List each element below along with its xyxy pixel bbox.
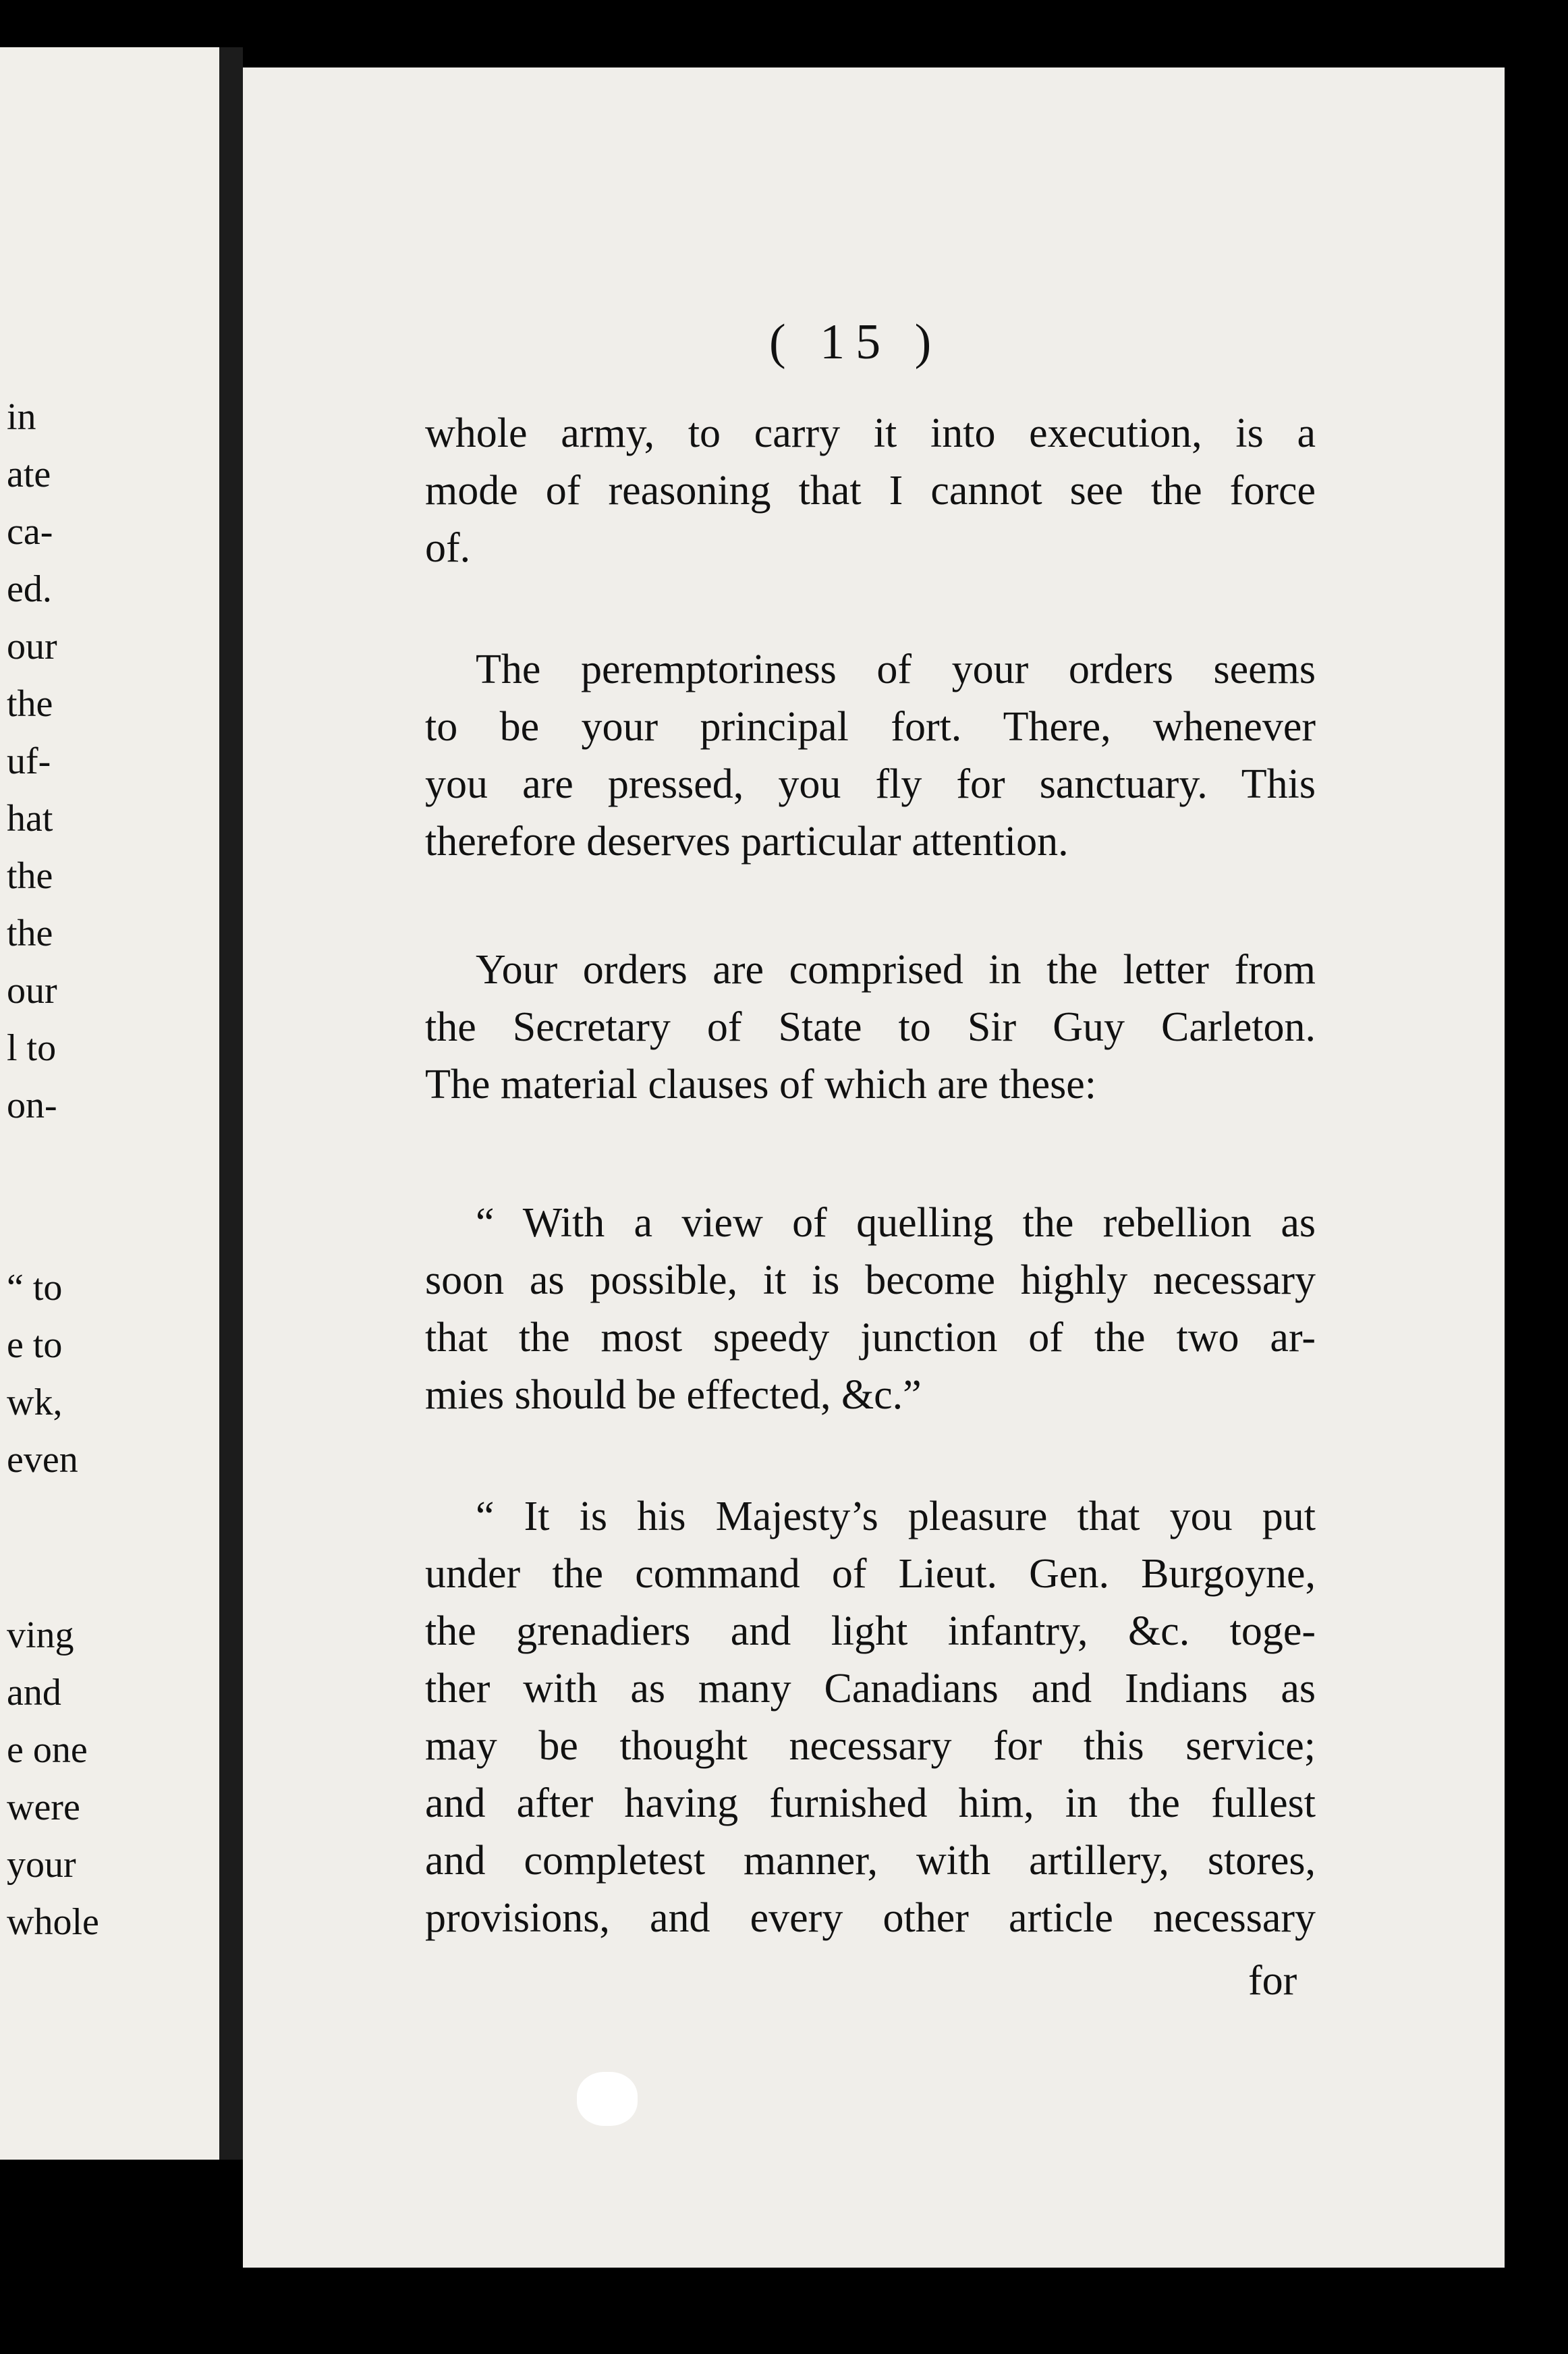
paragraph-1	[425, 405, 1316, 577]
book-gutter	[219, 47, 243, 2160]
text-line: The material clauses of which are these:	[425, 1062, 1096, 1107]
left-page-fragment: l to	[7, 1027, 57, 1069]
left-page-fragment: in	[7, 396, 36, 438]
page-number: ( 15 )	[769, 314, 943, 370]
paragraph-4	[425, 1195, 1316, 1424]
left-page-fragment: uf-	[7, 740, 51, 782]
text-line: and completest manner, with artillery, stores,	[425, 1838, 1316, 1884]
left-page-fragment: whole	[7, 1901, 99, 1943]
text-line: of.	[425, 525, 471, 571]
left-page-fragment: our	[7, 626, 57, 667]
text-line: Your orders are comprised in the letter from	[476, 947, 1316, 993]
paragraph-5	[425, 1488, 1316, 1947]
paragraph-3	[425, 941, 1316, 1114]
text-line: “ With a view of quelling the rebellion as	[476, 1200, 1316, 1246]
left-page-fragment: e to	[7, 1324, 63, 1366]
left-page-fragment: ed.	[7, 568, 52, 610]
text-line: you are pressed, you fly for sanctuary. This	[425, 761, 1316, 807]
left-page-fragment: the	[7, 912, 53, 954]
text-line: “ It is his Majesty’s pleasure that you put	[476, 1494, 1316, 1539]
text-line: that the most speedy junction of the two ar-	[425, 1315, 1316, 1361]
text-line: provisions, and every other article necessary	[425, 1895, 1316, 1941]
left-page-fragment: were	[7, 1786, 80, 1828]
text-line: ther with as many Canadians and Indians as	[425, 1666, 1316, 1712]
left-page-fragment: hat	[7, 798, 53, 840]
text-line: may be thought necessary for this service;	[425, 1723, 1316, 1769]
left-page-fragment: and	[7, 1672, 61, 1714]
text-line: therefore deserves particular attention.	[425, 819, 1069, 865]
text-line: the Secretary of State to Sir Guy Carleton.	[425, 1004, 1316, 1050]
left-page-fragment: on-	[7, 1085, 57, 1126]
left-page-fragment: “ to	[7, 1267, 63, 1309]
text-line: mode of reasoning that I cannot see the force	[425, 468, 1316, 514]
text-line: whole army, to carry it into execution, is a	[425, 410, 1316, 456]
left-page-fragment: ving	[7, 1614, 74, 1656]
text-line: to be your principal fort. There, whenever	[425, 704, 1316, 750]
text-line: mies should be effected, &c.”	[425, 1372, 922, 1418]
left-page-fragment: your	[7, 1844, 76, 1886]
left-page	[0, 47, 219, 2160]
left-page-fragment: ca-	[7, 511, 53, 553]
left-page-fragment: ate	[7, 454, 51, 495]
text-line: The peremptoriness of your orders seems	[476, 647, 1316, 692]
text-line: soon as possible, it is become highly necessary	[425, 1257, 1316, 1303]
paragraph-2	[425, 641, 1316, 871]
text-line: the grenadiers and light infantry, &c. toge-	[425, 1608, 1316, 1654]
left-page-fragment: our	[7, 970, 57, 1012]
left-page-fragment: e one	[7, 1729, 88, 1771]
paper-spot	[577, 2072, 638, 2126]
text-line: under the command of Lieut. Gen. Burgoyne,	[425, 1551, 1316, 1597]
catchword: for	[1248, 1958, 1297, 2004]
left-page-fragment: the	[7, 683, 53, 725]
left-page-fragment: wk,	[7, 1381, 63, 1423]
text-line: and after having furnished him, in the fullest	[425, 1780, 1316, 1826]
left-page-fragment: even	[7, 1439, 78, 1481]
left-page-fragment: the	[7, 855, 53, 897]
